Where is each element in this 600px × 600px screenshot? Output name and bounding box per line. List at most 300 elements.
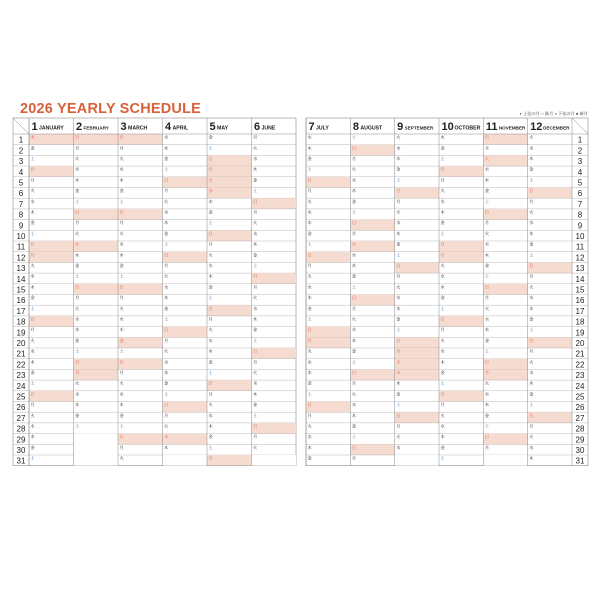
day-cell xyxy=(207,187,252,198)
day-cell xyxy=(207,241,252,252)
holiday-fill xyxy=(118,359,163,370)
day-cell xyxy=(350,209,394,220)
day-cell xyxy=(528,305,572,316)
day-number: 11 xyxy=(16,242,26,252)
day-cell xyxy=(306,166,350,177)
weekday-label: 金 xyxy=(75,412,80,418)
day-cell xyxy=(163,326,208,337)
day-number: 5 xyxy=(577,178,583,188)
day-cell xyxy=(207,219,252,230)
day-cell xyxy=(118,316,163,327)
day-cell xyxy=(483,198,527,209)
weekday-label: 水 xyxy=(484,241,490,247)
day-cell xyxy=(483,155,527,166)
day-number: 19 xyxy=(16,328,26,338)
day-cell xyxy=(528,166,572,177)
holiday-fill xyxy=(29,316,74,327)
weekday-label: 水 xyxy=(164,134,169,140)
day-cell xyxy=(207,390,252,401)
weekday-label: 土 xyxy=(440,156,445,161)
day-cell xyxy=(439,401,483,412)
month-name: FEBRUARY xyxy=(83,125,109,131)
weekday-label: 土 xyxy=(396,252,401,258)
weekday-label: 水 xyxy=(30,348,35,354)
day-cell xyxy=(74,348,119,359)
day-cell xyxy=(439,187,483,198)
day-number: 2 xyxy=(18,146,24,156)
weekday-label: 木 xyxy=(484,327,490,333)
day-cell xyxy=(395,433,439,444)
day-cell xyxy=(528,209,572,220)
calendar-grid-left xyxy=(13,118,296,466)
day-number: 22 xyxy=(575,360,585,370)
holiday-fill xyxy=(118,284,163,295)
weekday-label: 金 xyxy=(396,391,401,397)
day-cell xyxy=(207,316,252,327)
day-cell xyxy=(306,262,350,273)
day-cell xyxy=(207,305,252,316)
weekday-label: 水 xyxy=(208,337,213,343)
day-cell xyxy=(306,348,350,359)
day-cell xyxy=(395,176,439,187)
weekday-label: 土 xyxy=(208,220,213,226)
weekday-label: 土 xyxy=(119,273,124,279)
day-cell xyxy=(252,433,297,444)
weekday-label: 月 xyxy=(30,252,35,258)
day-cell xyxy=(207,337,252,348)
weekday-label: 土 xyxy=(164,166,169,172)
weekday-label: 金 xyxy=(307,455,312,461)
weekday-label: 水 xyxy=(119,166,124,172)
day-cell xyxy=(29,412,74,423)
weekday-label: 火 xyxy=(351,241,357,247)
weekday-label: 土 xyxy=(351,134,357,140)
weekday-label: 金 xyxy=(208,284,213,290)
day-cell xyxy=(252,166,297,177)
day-cell xyxy=(118,305,163,316)
day-cell xyxy=(395,273,439,284)
month-column-december xyxy=(528,118,572,466)
day-cell xyxy=(163,262,208,273)
weekday-label: 火 xyxy=(30,263,35,268)
day-cell xyxy=(118,433,163,444)
day-number: 28 xyxy=(575,424,585,434)
month-column-june xyxy=(252,118,297,466)
day-cell xyxy=(395,348,439,359)
weekday-label: 木 xyxy=(529,305,534,311)
holiday-fill xyxy=(252,273,297,284)
weekday-label: 日 xyxy=(440,391,445,397)
weekday-label: 日 xyxy=(351,145,357,151)
weekday-label: 月 xyxy=(30,327,35,333)
day-number: 5 xyxy=(18,178,24,188)
weekday-label: 月 xyxy=(307,263,312,268)
weekday-label: 日 xyxy=(30,316,35,322)
day-cell xyxy=(207,294,252,305)
weekday-label: 火 xyxy=(253,145,258,151)
day-number: 15 xyxy=(16,285,26,295)
weekday-label: 木 xyxy=(440,359,445,365)
month-number: 8 xyxy=(352,121,359,133)
day-cell xyxy=(74,241,119,252)
weekday-label: 月 xyxy=(396,348,401,354)
weekday-label: 木 xyxy=(484,252,490,258)
day-number: 12 xyxy=(575,253,585,263)
weekday-label: 水 xyxy=(307,284,312,290)
month-number: 1 xyxy=(31,121,38,133)
day-cell xyxy=(29,326,74,337)
weekday-label: 月 xyxy=(351,455,357,461)
day-cell xyxy=(306,316,350,327)
holiday-fill xyxy=(528,262,572,273)
weekday-label: 火 xyxy=(351,166,357,172)
holiday-fill xyxy=(29,166,74,177)
weekday-label: 金 xyxy=(75,263,80,268)
weekday-label: 金 xyxy=(208,434,213,440)
day-cell xyxy=(350,283,394,294)
weekday-label: 水 xyxy=(529,370,534,375)
weekday-label: 金 xyxy=(307,156,312,161)
weekday-label: 金 xyxy=(529,316,534,322)
day-cell xyxy=(118,187,163,198)
weekday-label: 金 xyxy=(440,370,445,375)
weekday-label: 日 xyxy=(307,252,312,258)
day-cell xyxy=(163,187,208,198)
day-cell xyxy=(439,369,483,380)
day-cell xyxy=(118,134,163,145)
day-cell xyxy=(74,176,119,187)
day-number: 21 xyxy=(16,349,26,359)
weekday-label: 月 xyxy=(119,295,124,301)
day-cell xyxy=(252,155,297,166)
day-cell xyxy=(118,358,163,369)
day-cell xyxy=(163,241,208,252)
day-cell xyxy=(252,326,297,337)
day-cell xyxy=(74,412,119,423)
calendar-left-half xyxy=(13,118,296,466)
weekday-label: 水 xyxy=(75,166,80,172)
day-cell xyxy=(483,401,527,412)
weekday-label: 火 xyxy=(253,444,258,450)
weekday-label: 水 xyxy=(396,295,401,301)
day-cell xyxy=(483,241,527,252)
day-cell xyxy=(395,294,439,305)
day-cell xyxy=(163,390,208,401)
day-number: 3 xyxy=(577,157,583,167)
weekday-label: 月 xyxy=(253,359,258,365)
weekday-label: 木 xyxy=(351,188,357,194)
weekday-label: 火 xyxy=(396,434,401,440)
weekday-label: 火 xyxy=(440,263,445,268)
day-number: 31 xyxy=(16,456,26,466)
day-cell xyxy=(528,348,572,359)
day-cell xyxy=(29,198,74,209)
weekday-label: 土 xyxy=(529,327,534,333)
day-cell xyxy=(29,433,74,444)
day-cell xyxy=(528,455,572,466)
day-cell xyxy=(439,326,483,337)
holiday-fill xyxy=(439,252,483,263)
day-cell xyxy=(118,219,163,230)
day-cell xyxy=(483,283,527,294)
day-cell xyxy=(29,251,74,262)
weekday-label: 木 xyxy=(396,380,401,386)
day-number: 18 xyxy=(575,317,585,327)
weekday-label: 水 xyxy=(164,434,169,440)
weekday-label: 土 xyxy=(253,188,258,194)
weekday-label: 水 xyxy=(351,252,357,258)
day-cell xyxy=(395,358,439,369)
day-cell xyxy=(439,390,483,401)
weekday-label: 月 xyxy=(351,380,357,386)
day-cell xyxy=(528,262,572,273)
weekday-label: 木 xyxy=(307,444,312,450)
day-cell xyxy=(74,369,119,380)
weekday-label: 火 xyxy=(119,156,124,161)
day-cell xyxy=(74,134,119,145)
weekday-label: 金 xyxy=(164,156,169,161)
day-cell xyxy=(439,241,483,252)
weekday-label: 金 xyxy=(253,402,258,408)
day-cell xyxy=(350,134,394,145)
day-cell xyxy=(163,209,208,220)
weekday-label: 木 xyxy=(351,412,357,418)
holiday-fill xyxy=(163,177,208,188)
weekday-label: 日 xyxy=(396,263,401,268)
moon-phase-legend: ◐ 上弦の月 ○ 満月 ◑ 下弦の月 ● 新月 xyxy=(519,111,588,116)
day-cell xyxy=(439,134,483,145)
day-cell xyxy=(163,198,208,209)
month-number: 7 xyxy=(308,121,315,133)
day-cell xyxy=(306,230,350,241)
weekday-label: 水 xyxy=(529,220,534,226)
weekday-label: 金 xyxy=(440,145,445,151)
day-cell xyxy=(306,241,350,252)
day-cell xyxy=(439,348,483,359)
day-cell xyxy=(439,423,483,434)
weekday-label: 水 xyxy=(253,305,258,311)
weekday-label: 日 xyxy=(484,434,490,440)
day-cell xyxy=(395,305,439,316)
day-cell xyxy=(350,305,394,316)
weekday-label: 水 xyxy=(396,145,401,151)
weekday-label: 土 xyxy=(396,177,401,183)
weekday-label: 木 xyxy=(208,423,213,429)
day-cell xyxy=(528,134,572,145)
day-cell xyxy=(306,144,350,155)
day-cell xyxy=(528,230,572,241)
weekday-label: 金 xyxy=(253,177,258,183)
month-column-september xyxy=(395,118,439,466)
day-cell xyxy=(350,198,394,209)
day-cell xyxy=(483,176,527,187)
day-cell xyxy=(252,337,297,348)
day-cell xyxy=(528,444,572,455)
day-cell xyxy=(528,251,572,262)
day-cell xyxy=(163,305,208,316)
day-cell xyxy=(483,187,527,198)
weekday-label: 木 xyxy=(119,177,124,183)
weekday-label: 水 xyxy=(440,273,445,279)
month-name: AUGUST xyxy=(360,125,383,132)
weekday-label: 土 xyxy=(396,402,401,408)
day-cell xyxy=(207,209,252,220)
weekday-label: 月 xyxy=(529,348,534,354)
empty-cell xyxy=(74,444,119,455)
weekday-label: 水 xyxy=(484,391,490,397)
day-cell xyxy=(29,380,74,391)
day-cell xyxy=(439,166,483,177)
weekday-label: 木 xyxy=(164,220,169,226)
day-cell xyxy=(29,337,74,348)
month-name: JUNE xyxy=(261,125,276,132)
weekday-label: 月 xyxy=(75,370,80,375)
weekday-label: 木 xyxy=(119,252,124,258)
day-cell xyxy=(252,144,297,155)
day-number: 6 xyxy=(18,189,24,199)
day-cell xyxy=(118,273,163,284)
holiday-fill xyxy=(483,284,527,295)
weekday-label: 火 xyxy=(75,230,80,236)
day-cell xyxy=(163,358,208,369)
weekday-label: 水 xyxy=(119,316,124,322)
day-cell xyxy=(29,273,74,284)
day-number: 14 xyxy=(16,274,26,284)
holiday-fill xyxy=(207,230,252,241)
weekday-label: 日 xyxy=(119,434,124,440)
weekday-label: 水 xyxy=(30,198,35,204)
holiday-fill xyxy=(252,348,297,359)
weekday-label: 木 xyxy=(30,134,35,140)
day-cell xyxy=(207,262,252,273)
weekday-label: 金 xyxy=(351,423,357,429)
weekday-label: 木 xyxy=(75,252,80,258)
day-cell xyxy=(207,380,252,391)
weekday-label: 金 xyxy=(529,391,534,397)
day-cell xyxy=(252,262,297,273)
day-cell xyxy=(528,219,572,230)
weekday-label: 日 xyxy=(529,263,534,268)
day-cell xyxy=(483,369,527,380)
day-cell xyxy=(528,283,572,294)
holiday-fill xyxy=(163,252,208,263)
weekday-label: 土 xyxy=(529,252,534,258)
day-cell xyxy=(163,348,208,359)
day-cell xyxy=(350,390,394,401)
weekday-label: 金 xyxy=(253,252,258,258)
weekday-label: 日 xyxy=(119,359,124,365)
day-cell xyxy=(29,166,74,177)
day-cell xyxy=(252,401,297,412)
day-cell xyxy=(74,187,119,198)
weekday-label: 月 xyxy=(529,423,534,429)
day-cell xyxy=(439,305,483,316)
weekday-label: 土 xyxy=(119,198,124,204)
day-cell xyxy=(439,358,483,369)
weekday-label: 火 xyxy=(529,134,534,140)
day-cell xyxy=(483,305,527,316)
day-cell xyxy=(306,337,350,348)
weekday-label: 日 xyxy=(529,337,534,343)
day-cell xyxy=(306,358,350,369)
holiday-fill xyxy=(207,177,252,188)
day-cell xyxy=(74,198,119,209)
month-column-october xyxy=(439,118,483,466)
holiday-fill xyxy=(395,262,439,273)
day-cell xyxy=(350,219,394,230)
weekday-label: 水 xyxy=(208,188,213,194)
weekday-label: 土 xyxy=(30,230,35,236)
weekday-label: 木 xyxy=(75,177,80,183)
day-cell xyxy=(306,187,350,198)
weekday-label: 金 xyxy=(208,209,213,215)
weekday-label: 金 xyxy=(30,145,35,151)
day-cell xyxy=(350,401,394,412)
holiday-fill xyxy=(29,134,74,145)
day-number: 22 xyxy=(16,360,26,370)
weekday-label: 水 xyxy=(119,391,124,397)
day-cell xyxy=(163,294,208,305)
holiday-fill xyxy=(395,348,439,359)
weekday-label: 土 xyxy=(30,455,35,461)
day-cell xyxy=(439,283,483,294)
day-cell xyxy=(252,369,297,380)
weekday-label: 土 xyxy=(484,423,490,429)
day-cell xyxy=(74,390,119,401)
day-number: 13 xyxy=(16,264,26,274)
day-cell xyxy=(74,209,119,220)
day-cell xyxy=(74,219,119,230)
day-cell xyxy=(118,412,163,423)
day-cell xyxy=(395,380,439,391)
day-cell xyxy=(163,134,208,145)
weekday-label: 土 xyxy=(208,444,213,450)
day-cell xyxy=(29,241,74,252)
weekday-label: 水 xyxy=(253,380,258,386)
day-number: 30 xyxy=(575,446,585,455)
day-cell xyxy=(395,412,439,423)
day-cell xyxy=(528,198,572,209)
weekday-label: 日 xyxy=(253,273,258,279)
day-cell xyxy=(528,369,572,380)
empty-cell xyxy=(395,455,439,466)
holiday-fill xyxy=(350,369,394,380)
day-number: 15 xyxy=(575,285,585,295)
day-number: 28 xyxy=(16,424,26,434)
day-cell xyxy=(207,369,252,380)
day-cell xyxy=(29,401,74,412)
day-cell xyxy=(163,273,208,284)
day-cell xyxy=(118,390,163,401)
holiday-fill xyxy=(74,241,119,252)
weekday-label: 月 xyxy=(253,209,258,215)
weekday-label: 日 xyxy=(119,209,124,215)
day-cell xyxy=(207,166,252,177)
holiday-fill xyxy=(350,145,394,156)
day-cell xyxy=(118,144,163,155)
weekday-label: 月 xyxy=(484,220,490,226)
weekday-label: 月 xyxy=(75,295,80,301)
weekday-label: 日 xyxy=(253,198,258,204)
weekday-label: 金 xyxy=(351,273,357,279)
day-cell xyxy=(439,144,483,155)
weekday-label: 月 xyxy=(208,316,213,322)
weekday-label: 日 xyxy=(75,134,80,140)
day-cell xyxy=(252,187,297,198)
holiday-fill xyxy=(528,337,572,348)
holiday-fill xyxy=(350,220,394,231)
weekday-label: 水 xyxy=(75,241,80,247)
